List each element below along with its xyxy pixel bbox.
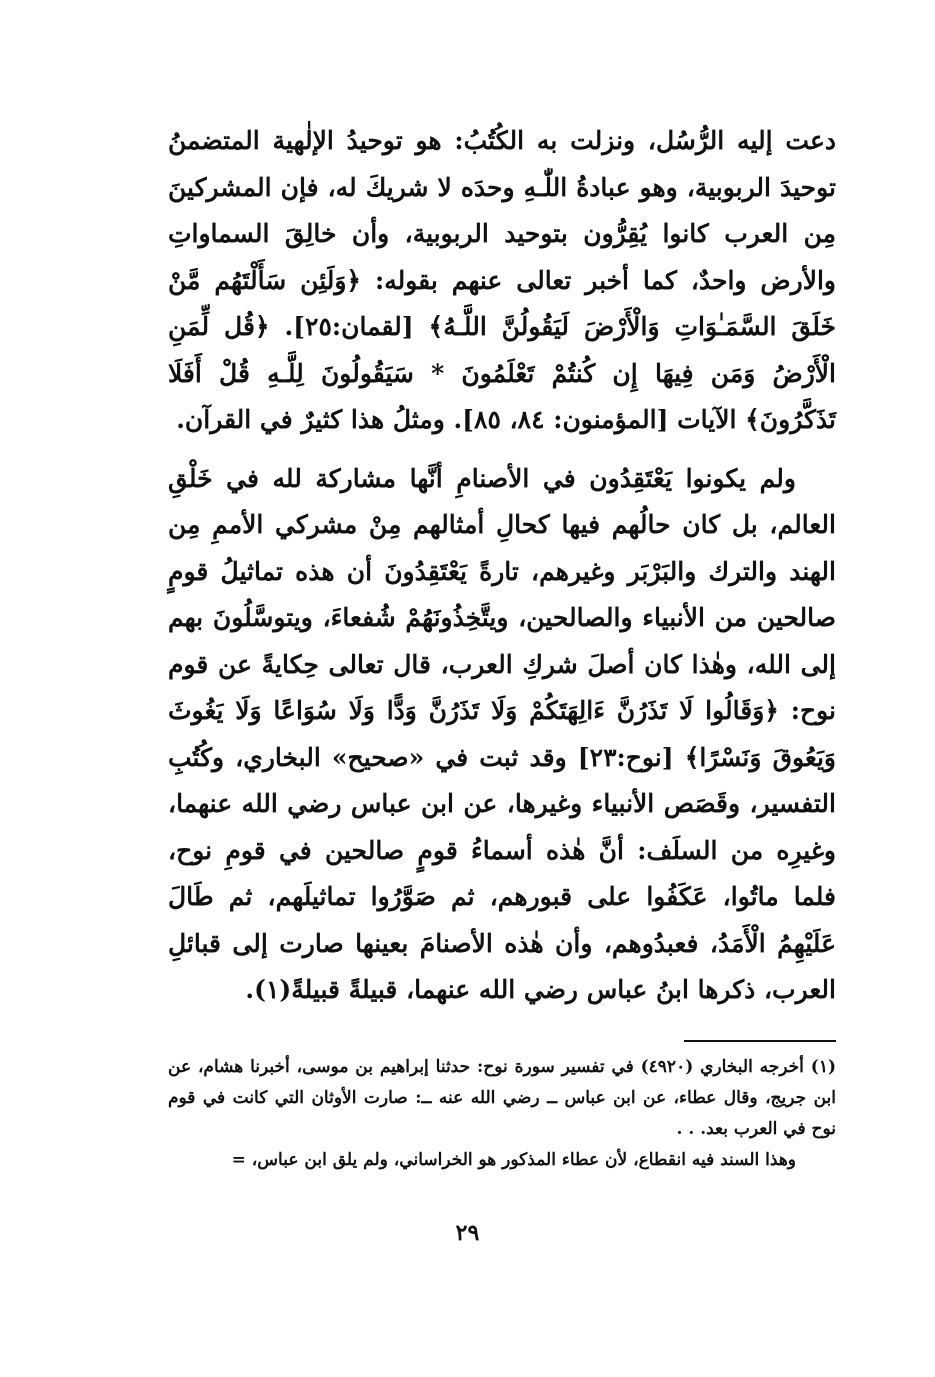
paragraph-2: ولم يكونوا يَعْتَقِدُون في الأصنامِ أنَّها مشاركة لله في خَلْقِ العالم، بل كان حالُهم فيها كحالِ أمثالهم مِنْ مشركي الأممِ مِن الهند والترك والبَرْبَر وغيرهم، تارةً يَعْتَقِدُونَ أن هذه تماثيلُ قومٍ صالحين من الأنبياء والصالحين، ويتَّخِذُونَهُمْ شُفعاءَ، ويتوسَّلُونَ بهم إلى الله، وهٰذا كان أصلَ شركِ العرب، قال تعالى حِكايةً عن قوم نوح: ﴿وَقَالُوا لَا تَذَرُنَّ ءَالِهَتَكُمْ وَلَا تَذَرُنَّ وَدًّا وَلَا سُوَاعًا وَلَا يَغُوثَ وَيَعُوقَ وَنَسْرًا﴾ [نوح:٢٣] وقد ثبت في «صحيح» البخاري، وكُتُبِ التفسير، وقَصَص الأنبياء وغيرها، عن ابن عباس رضي الله عنهما، وغيرِه من السلَف: أنَّ هٰذه أسماءُ قومٍ صالحين في قومِ نوح، فلما ماتُوا، عَكَفُوا على قبورهم، ثم صَوَّرُوا تماثيلَهم، ثم طَالَ عَلَيْهِمُ الْأَمَدُ، فعبدُوهم، وأن هٰذه الأصنامَ بعينها صارت إلى قبائلِ العرب، ذكرها ابنُ عباس رضي الله عنهما، قبيلةً قبيلةً(١). <box>168 463 836 1004</box>
footnotes <box>168 1052 836 1176</box>
page-number: ٢٩ <box>455 1220 480 1246</box>
main-text <box>168 118 836 1014</box>
footnote-1: (١) أخرجه البخاري (٤٩٢٠) في تفسير سورة نوح: حدثنا إبراهيم بن موسى، أخبرنا هشام، عن ابن جريج، وقال عطاء، عن ابن عباس ــ رضي الله عنه ــ: صارت الأوثان التي كانت في قوم نوح في العرب بعد. . . <box>168 1057 836 1139</box>
paragraph-1: دعت إليه الرُّسُل، ونزلت به الكُتُبُ: هو توحيدُ الإلٰهية المتضمنُ توحيدَ الربوبية، وهو عبادةُ اللّٰـهِ وحدَه لا شريكَ له، فإن المشركينَ مِن العرب كانوا يُقِرُّون بتوحيد الربوبية، وأن خالِقَ السماواتِ والأرض واحدٌ، كما أخبر تعالى عنهم بقوله: ﴿وَلَئِن سَأَلْتَهُم مَّنْ خَلَقَ السَّمَـٰوَاتِ وَالْأَرْضَ لَيَقُولُنَّ اللَّـهُ﴾ [لقمان:٢٥]. ﴿قُل لِّمَنِ الْأَرْضُ وَمَن فِيهَا إِن كُنتُمْ تَعْلَمُونَ * سَيَقُولُونَ لِلَّـهِ قُلْ أَفَلَا تَذَكَّرُونَ﴾ الآيات [المؤمنون: ٨٤، ٨٥]. ومثلُ هذا كثيرٌ في القرآن. <box>168 126 837 434</box>
footnote-divider <box>684 1040 836 1042</box>
footnote-continuation: وهذا السند فيه انقطاع، لأن عطاء المذكور هو الخراساني، ولم يلق ابن عباس، = <box>231 1150 796 1170</box>
